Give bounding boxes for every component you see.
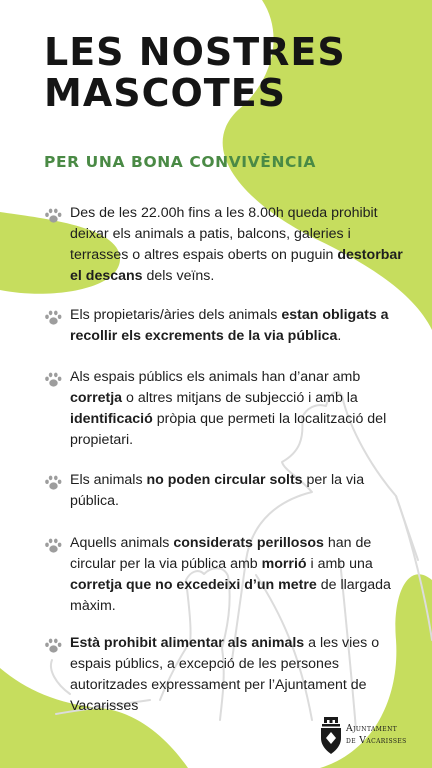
rule-text-part: . — [337, 328, 342, 344]
paw-icon — [44, 310, 62, 326]
paw-icon — [44, 475, 62, 491]
rule-text-bold: morrió — [261, 556, 307, 572]
rule-item — [44, 367, 404, 451]
rule-text-part: Als espais públics els animals han d’anar amb — [70, 369, 361, 385]
rule-item — [44, 305, 404, 347]
rule-text-bold: estan obligats a recollir els excrements de la via pública — [70, 307, 389, 344]
rule-text-part: Els animals — [70, 472, 147, 488]
rule-text — [70, 633, 404, 717]
rule-item — [44, 203, 404, 287]
rule-text — [70, 470, 404, 512]
rule-text-part: Des de les 22.00h fins a les 8.00h queda prohibit deixar els animals a patis, balcons, galeries i terrasses o altres espais oberts on puguin — [70, 205, 378, 263]
rule-text-part: han de circular per la via pública amb — [70, 535, 372, 572]
rule-text — [70, 203, 404, 287]
rule-text-part: o altres mitjans de subjecció i amb la — [122, 390, 358, 406]
paw-icon — [44, 372, 62, 388]
rule-text-part: i amb una — [306, 556, 373, 572]
rule-text — [70, 533, 404, 617]
title-line-1: LES NOSTRES — [44, 30, 346, 74]
rule-text-part: pròpia que permeti la localització del propietari. — [70, 411, 387, 448]
rule-text — [70, 367, 404, 451]
rule-text-bold: considerats perillosos — [173, 535, 324, 551]
rule-text-part: Aquells animals — [70, 535, 174, 551]
rule-text-bold: destorbar el descans — [70, 247, 403, 284]
paw-icon — [44, 538, 62, 554]
rule-text-part: a les vies o espais públics, a excepció de les persones autoritzades expressament per l’Ajuntament de Vacarisses — [70, 635, 380, 714]
rule-text-bold: Està prohibit alimentar als animals — [70, 635, 305, 651]
rule-item — [44, 470, 404, 512]
page-title — [44, 32, 346, 114]
rule-text-bold: corretja que no excedeixi d’un metre — [70, 577, 317, 593]
rule-item — [44, 633, 404, 717]
rule-text-part: per la via pública. — [70, 472, 365, 509]
rule-text-part: Els propietaris/àries dels animals — [70, 307, 282, 323]
title-line-2: MASCOTES — [44, 71, 287, 115]
municipal-logo — [318, 714, 428, 758]
paw-icon — [44, 208, 62, 224]
rule-text-part: de llargada màxim. — [70, 577, 391, 614]
rule-text-bold: identificació — [70, 411, 153, 427]
rule-item — [44, 533, 404, 617]
page-subtitle: PER UNA BONA CONVIVÈNCIA — [44, 153, 316, 171]
logo-line-2: de Vacarisses — [346, 735, 407, 746]
paw-icon — [44, 638, 62, 654]
rule-text-bold: corretja — [70, 390, 123, 406]
logo-text — [346, 723, 407, 747]
logo-line-1: Ajuntament — [346, 723, 398, 734]
rule-text-part: dels veïns. — [142, 268, 215, 284]
municipal-shield-icon — [318, 716, 344, 756]
rule-text — [70, 305, 404, 347]
rule-text-bold: no poden circular solts — [146, 472, 303, 488]
